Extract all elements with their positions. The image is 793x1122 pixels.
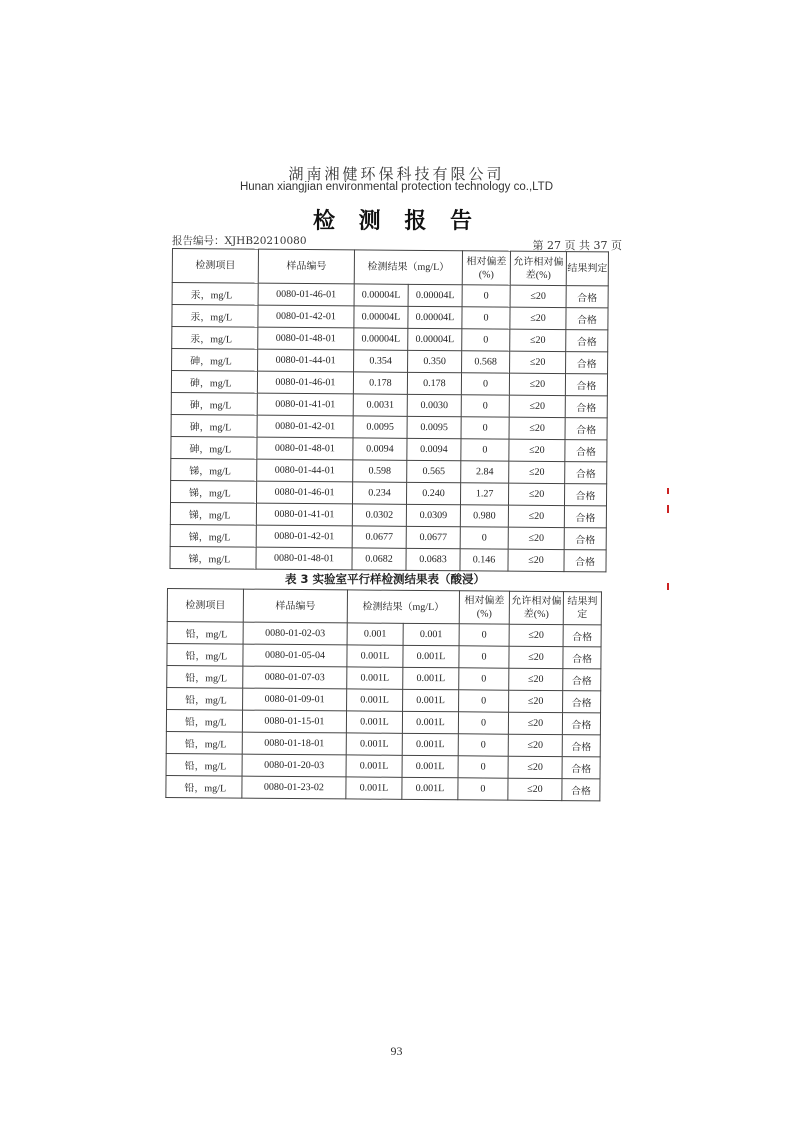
cell-relative-deviation: 2.84 [461, 461, 509, 483]
cell-sample-no: 0080-01-42-01 [258, 305, 354, 328]
cell-result-2: 0.001L [402, 755, 458, 777]
cell-judgement: 合格 [564, 528, 606, 550]
cell-sample-no: 0080-01-46-01 [257, 371, 353, 394]
cell-allowed-deviation: ≤20 [508, 527, 564, 549]
cell-item: 砷，mg/L [171, 414, 257, 437]
cell-allowed-deviation: ≤20 [509, 624, 563, 646]
cell-item: 铅，mg/L [167, 666, 243, 689]
header-relative-deviation: 相对偏差(%) [462, 251, 510, 285]
cell-result-2: 0.178 [407, 372, 461, 394]
cell-result-1: 0.0302 [352, 504, 406, 526]
cell-relative-deviation: 0.980 [460, 505, 508, 527]
cell-result-1: 0.00004L [354, 284, 408, 306]
cell-result-2: 0.350 [408, 350, 462, 372]
stamp-edge-mark [667, 488, 669, 494]
company-name-en: Hunan xiangjian environmental protection technology co.,LTD [239, 181, 554, 193]
cell-allowed-deviation: ≤20 [509, 646, 563, 668]
header-result: 检测结果（mg/L） [347, 590, 459, 624]
cell-result-1: 0.178 [353, 372, 407, 394]
cell-result-1: 0.001 [347, 623, 403, 645]
cell-result-2: 0.0094 [407, 438, 461, 460]
cell-judgement: 合格 [565, 418, 607, 440]
cell-result-2: 0.001L [403, 645, 459, 667]
cell-sample-no: 0080-01-09-01 [243, 688, 347, 711]
header-judgement: 结果判定 [563, 592, 601, 625]
cell-allowed-deviation: ≤20 [509, 417, 565, 439]
report-number: 报告编号：XJHB20210080 [172, 235, 307, 247]
cell-judgement: 合格 [566, 330, 608, 352]
cell-judgement: 合格 [565, 484, 607, 506]
cell-result-2: 0.001L [403, 689, 459, 711]
cell-item: 汞，mg/L [172, 305, 258, 328]
cell-item: 铅，mg/L [166, 731, 242, 754]
cell-result-2: 0.001 [403, 623, 459, 645]
cell-item: 砷，mg/L [172, 349, 258, 372]
cell-result-2: 0.0309 [406, 504, 460, 526]
table-row [170, 546, 606, 571]
table-row [166, 775, 600, 800]
cell-judgement: 合格 [563, 691, 601, 713]
cell-judgement: 合格 [564, 506, 606, 528]
table-header-row [167, 589, 601, 625]
cell-relative-deviation: 0 [462, 285, 510, 307]
cell-sample-no: 0080-01-15-01 [242, 710, 346, 733]
cell-item: 铅，mg/L [166, 753, 242, 776]
cell-relative-deviation: 0 [461, 439, 509, 461]
parallel-sample-table-2 [165, 588, 602, 801]
cell-judgement: 合格 [565, 440, 607, 462]
cell-relative-deviation: 0 [462, 329, 510, 351]
cell-sample-no: 0080-01-48-01 [257, 437, 353, 460]
cell-allowed-deviation: ≤20 [509, 668, 563, 690]
cell-judgement: 合格 [562, 757, 600, 779]
cell-relative-deviation: 0 [462, 307, 510, 329]
cell-relative-deviation: 0.568 [462, 351, 510, 373]
parallel-sample-table-1 [169, 248, 609, 572]
cell-result-1: 0.598 [353, 460, 407, 482]
cell-item: 汞，mg/L [172, 327, 258, 350]
cell-allowed-deviation: ≤20 [508, 505, 564, 527]
cell-sample-no: 0080-01-48-01 [258, 327, 354, 350]
table-header-row [172, 249, 608, 286]
cell-relative-deviation: 0 [458, 756, 508, 778]
cell-judgement: 合格 [566, 286, 608, 308]
cell-relative-deviation: 0 [458, 712, 508, 734]
cell-result-2: 0.0030 [407, 394, 461, 416]
header-item: 检测项目 [167, 589, 243, 623]
cell-judgement: 合格 [563, 625, 601, 647]
cell-item: 铅，mg/L [167, 644, 243, 667]
cell-judgement: 合格 [565, 396, 607, 418]
cell-sample-no: 0080-01-41-01 [256, 503, 352, 526]
table-body [170, 283, 608, 572]
cell-relative-deviation: 0 [459, 646, 509, 668]
cell-sample-no: 0080-01-42-01 [256, 525, 352, 548]
cell-judgement: 合格 [562, 779, 600, 801]
header-result: 检测结果（mg/L） [354, 250, 462, 285]
cell-result-1: 0.001L [346, 711, 402, 733]
header-item: 检测项目 [172, 249, 258, 284]
cell-relative-deviation: 0 [460, 527, 508, 549]
cell-sample-no: 0080-01-44-01 [257, 459, 353, 482]
cell-sample-no: 0080-01-07-03 [243, 666, 347, 689]
header-sample-no: 样品编号 [258, 249, 354, 284]
cell-item: 砷，mg/L [171, 371, 257, 394]
cell-allowed-deviation: ≤20 [509, 439, 565, 461]
table-caption: 表 3 实验室平行样检测结果表（酸浸） [284, 572, 485, 586]
cell-relative-deviation: 0.146 [460, 549, 508, 571]
stamp-edge-mark [667, 583, 669, 590]
cell-sample-no: 0080-01-41-01 [257, 393, 353, 416]
cell-relative-deviation: 0 [458, 734, 508, 756]
cell-result-2: 0.565 [407, 460, 461, 482]
cell-sample-no: 0080-01-23-02 [242, 776, 346, 799]
cell-result-1: 0.0677 [352, 526, 406, 548]
table-body [166, 622, 601, 801]
cell-result-1: 0.0031 [353, 394, 407, 416]
cell-relative-deviation: 0 [461, 373, 509, 395]
page-count: 第 27 页 共 37 页 [532, 239, 622, 252]
cell-item: 锑，mg/L [170, 502, 256, 525]
cell-item: 锑，mg/L [170, 524, 256, 547]
cell-result-2: 0.001L [402, 777, 458, 799]
cell-judgement: 合格 [563, 669, 601, 691]
cell-item: 锑，mg/L [171, 458, 257, 481]
cell-result-2: 0.0677 [406, 526, 460, 548]
cell-item: 汞，mg/L [172, 283, 258, 306]
cell-judgement: 合格 [566, 352, 608, 374]
stamp-edge-mark [667, 505, 669, 513]
cell-sample-no: 0080-01-48-01 [256, 547, 352, 570]
cell-sample-no: 0080-01-44-01 [258, 349, 354, 372]
cell-item: 铅，mg/L [167, 622, 243, 645]
cell-result-1: 0.001L [346, 733, 402, 755]
cell-result-1: 0.001L [347, 645, 403, 667]
cell-allowed-deviation: ≤20 [508, 756, 562, 778]
cell-item: 砷，mg/L [171, 436, 257, 459]
header-sample-no: 样品编号 [243, 589, 347, 623]
cell-judgement: 合格 [565, 462, 607, 484]
cell-item: 铅，mg/L [167, 688, 243, 711]
cell-allowed-deviation: ≤20 [508, 778, 562, 800]
cell-result-1: 0.001L [346, 755, 402, 777]
cell-item: 铅，mg/L [166, 775, 242, 798]
cell-allowed-deviation: ≤20 [509, 690, 563, 712]
cell-relative-deviation: 0 [459, 690, 509, 712]
cell-judgement: 合格 [565, 374, 607, 396]
cell-result-2: 0.00004L [408, 328, 462, 350]
company-name-cn: 湖南湘健环保科技有限公司 [288, 165, 505, 183]
cell-result-1: 0.001L [346, 777, 402, 799]
cell-sample-no: 0080-01-02-03 [243, 622, 347, 645]
cell-result-2: 0.001L [402, 711, 458, 733]
cell-judgement: 合格 [563, 647, 601, 669]
cell-result-1: 0.001L [347, 667, 403, 689]
cell-result-2: 0.0683 [406, 548, 460, 570]
cell-sample-no: 0080-01-46-01 [258, 283, 354, 306]
cell-judgement: 合格 [562, 713, 600, 735]
cell-result-1: 0.354 [354, 350, 408, 372]
header-allowed-deviation: 允许相对偏差(%) [510, 251, 566, 285]
cell-result-1: 0.0095 [353, 416, 407, 438]
cell-item: 铅，mg/L [166, 710, 242, 733]
cell-sample-no: 0080-01-20-03 [242, 754, 346, 777]
cell-judgement: 合格 [564, 550, 606, 572]
cell-allowed-deviation: ≤20 [510, 307, 566, 329]
cell-item: 砷，mg/L [171, 392, 257, 415]
cell-sample-no: 0080-01-46-01 [256, 481, 352, 504]
cell-allowed-deviation: ≤20 [508, 549, 564, 571]
cell-relative-deviation: 0 [461, 417, 509, 439]
header-judgement: 结果判定 [566, 252, 608, 286]
cell-result-2: 0.00004L [408, 306, 462, 328]
cell-result-2: 0.240 [406, 482, 460, 504]
cell-allowed-deviation: ≤20 [508, 712, 562, 734]
cell-sample-no: 0080-01-05-04 [243, 644, 347, 667]
cell-result-1: 0.234 [352, 482, 406, 504]
cell-allowed-deviation: ≤20 [510, 285, 566, 307]
cell-judgement: 合格 [566, 308, 608, 330]
cell-relative-deviation: 0 [461, 395, 509, 417]
cell-judgement: 合格 [562, 735, 600, 757]
cell-result-1: 0.0682 [352, 548, 406, 570]
header-allowed-deviation: 允许相对偏差(%) [509, 591, 563, 624]
cell-result-1: 0.00004L [354, 328, 408, 350]
cell-result-1: 0.0094 [353, 438, 407, 460]
cell-result-2: 0.001L [402, 733, 458, 755]
header-relative-deviation: 相对偏差(%) [459, 591, 509, 624]
report-title: 检 测 报 告 [313, 209, 480, 234]
cell-item: 锑，mg/L [170, 546, 256, 569]
cell-relative-deviation: 1.27 [461, 483, 509, 505]
cell-allowed-deviation: ≤20 [510, 351, 566, 373]
cell-allowed-deviation: ≤20 [509, 373, 565, 395]
cell-allowed-deviation: ≤20 [508, 734, 562, 756]
cell-relative-deviation: 0 [459, 668, 509, 690]
cell-result-2: 0.00004L [408, 284, 462, 306]
cell-allowed-deviation: ≤20 [509, 395, 565, 417]
cell-allowed-deviation: ≤20 [509, 483, 565, 505]
cell-result-1: 0.001L [347, 689, 403, 711]
cell-result-2: 0.001L [403, 667, 459, 689]
page-number: 93 [390, 1044, 403, 1058]
cell-relative-deviation: 0 [459, 624, 509, 646]
cell-result-2: 0.0095 [407, 416, 461, 438]
cell-allowed-deviation: ≤20 [509, 461, 565, 483]
cell-result-1: 0.00004L [354, 306, 408, 328]
cell-item: 锑，mg/L [171, 480, 257, 503]
cell-sample-no: 0080-01-42-01 [257, 415, 353, 438]
cell-relative-deviation: 0 [458, 778, 508, 800]
cell-allowed-deviation: ≤20 [510, 329, 566, 351]
cell-sample-no: 0080-01-18-01 [242, 732, 346, 755]
